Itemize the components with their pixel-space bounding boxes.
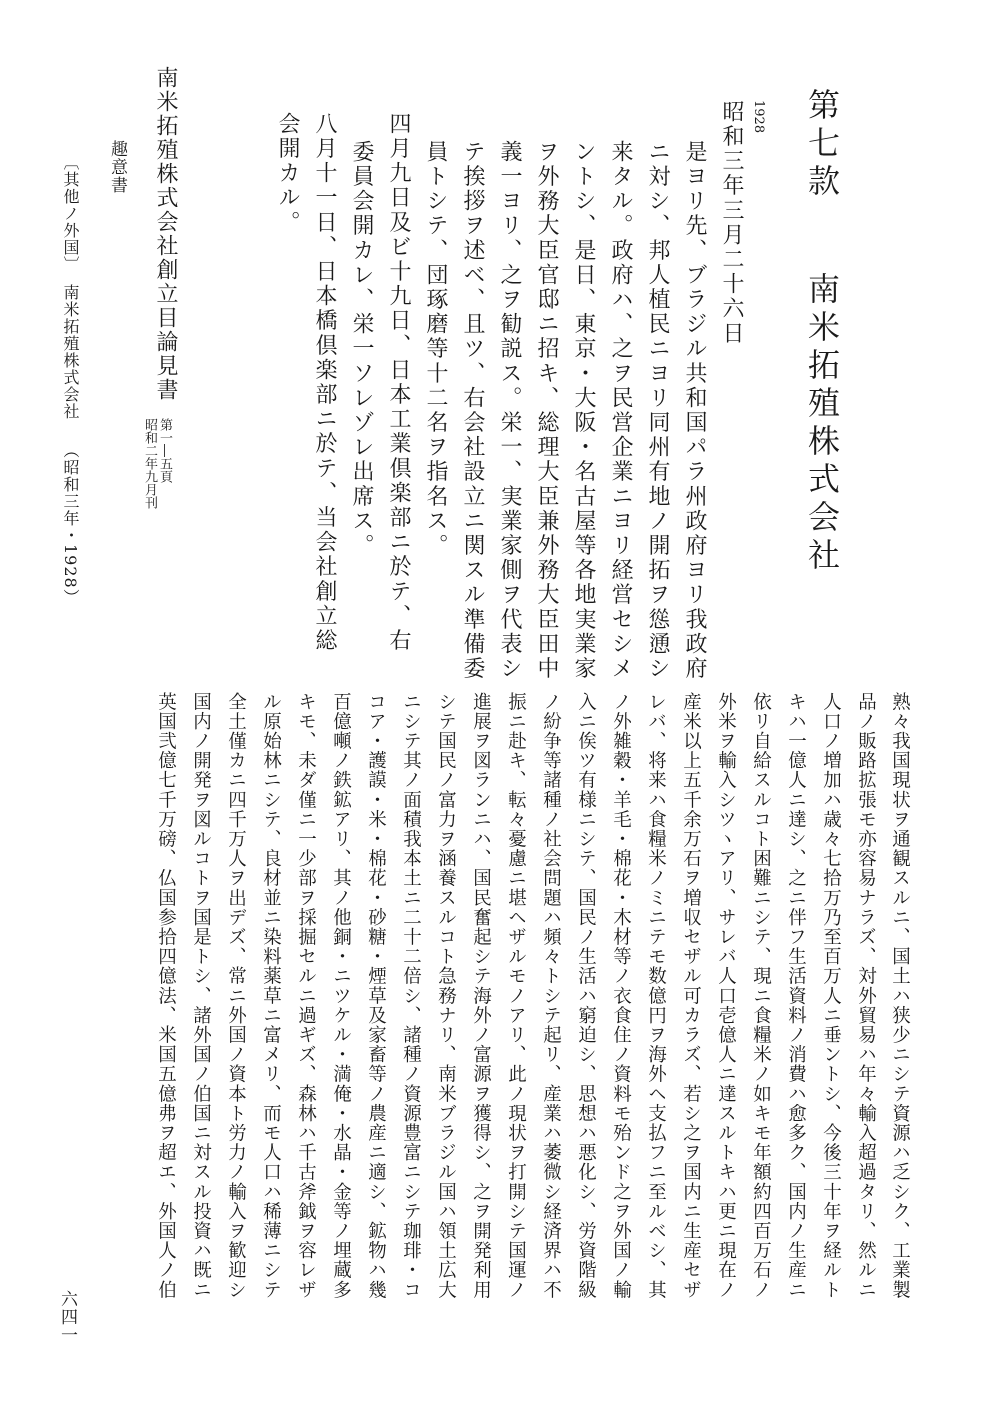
paragraph-line: ル原始林ニシテ、良材並ニ染料薬草ニ富メリ、而モ人口ハ稀薄ニシテ — [260, 692, 282, 1300]
section-number: 第七款 — [803, 88, 841, 202]
paragraph-line: 四月九日及ビ十九日、日本工業倶楽部ニ於テ、右 — [386, 112, 411, 654]
paragraph-line: コア・護謨・米・棉花・砂糖・煙草及家畜等ノ農産ニ適シ、鉱物ハ幾 — [365, 692, 387, 1300]
paragraph-line: 百億噸ノ鉄鉱アリ、其ノ他銅・ニツケル・満俺・水晶・金等ノ埋蔵多 — [330, 692, 352, 1300]
paragraph-line: ノ外雑穀・羊毛・棉花・木材等ノ衣食住ノ資料モ殆ンド之ヲ外国ノ輸 — [610, 692, 632, 1300]
source-title: 南米拓殖株式会社創立目論見書 — [153, 66, 178, 402]
paragraph-line: 産米以上五千余万石ヲ増収セザル可カラズ、若シ之ヲ国内ニ生産セザ — [680, 692, 702, 1300]
paragraph-line: ヲ外務大臣官邸ニ招キ、総理大臣兼外務大臣田中 — [534, 140, 559, 682]
paragraph-line: 振ニ赴キ、転々憂慮ニ堪ヘザルモノアリ、此ノ現状ヲ打開シテ国運ノ — [505, 692, 527, 1300]
paragraph-line: 英国弐億七千万磅、仏国参拾四億法、米国五億弗ヲ超エ、外国人ノ伯 — [155, 692, 177, 1300]
paragraph-line: 品ノ販路拡張モ亦容易ナラズ、対外貿易ハ年々輸入超過タリ、然ルニ — [855, 692, 877, 1300]
paragraph-line: 是ヨリ先、ブラジル共和国パラ州政府ヨリ我政府 — [682, 140, 707, 682]
page-number: 六四一 — [57, 1290, 77, 1344]
paragraph-line: 来タル。政府ハ、之ヲ民営企業ニヨリ経営セシメ — [608, 140, 633, 682]
paragraph-line: 国内ノ開発ヲ図ルコトヲ国是トシ、諸外国ノ伯国ニ対スル投資ハ既ニ — [190, 692, 212, 1300]
section-name: 南米拓殖株式会社 — [803, 272, 841, 576]
paragraph-line: テ挨拶ヲ述ベ、且ツ、右会社設立ニ関スル準備委 — [460, 140, 485, 682]
paragraph-line: 外米ヲ輸入シツヽアリ、サレバ人口壱億人ニ達スルトキハ更ニ現在ノ — [715, 692, 737, 1300]
paragraph-line: キハ一億人ニ達シ、之ニ伴フ生活資料ノ消費ハ愈多ク、国内ノ生産ニ — [785, 692, 807, 1300]
paragraph-line: 進展ヲ図ランニハ、国民奮起シテ海外ノ富源ヲ獲得シ、之ヲ開発利用 — [470, 692, 492, 1300]
paragraph-line: 依リ自給スルコト困難ニシテ、現ニ食糧米ノ如キモ年額約四百万石ノ — [750, 692, 772, 1300]
paragraph-line: レバ、将来ハ食糧米ノミニテモ数億円ヲ海外ヘ支払フニ至ルベシ、其 — [645, 692, 667, 1300]
paragraph-line: ントシ、是日、東京・大阪・名古屋等各地実業家 — [571, 140, 596, 682]
paragraph-line: 会開カル。 — [275, 112, 300, 235]
paragraph-line: 委員会開カレ、栄一ソレゾレ出席ス。 — [349, 140, 374, 559]
paragraph-line: 員トシテ、団琢磨等十二名ヲ指名ス。 — [423, 140, 448, 559]
western-year: 1928 — [751, 100, 766, 134]
paragraph-line: ノ紛争等諸種ノ社会問題ハ頻々トシテ起リ、産業ハ萎微シ経済界ハ不 — [540, 692, 562, 1300]
footer-company: 南米拓殖株式会社 — [61, 284, 80, 420]
date-line: 昭和三年三月二十六日 — [719, 100, 744, 346]
source-subtitle: 趣意書 — [107, 140, 127, 194]
paragraph-line: 熟々我国現状ヲ通観スルニ、国土ハ狭少ニシテ資源ハ乏シク、工業製 — [889, 692, 911, 1300]
paragraph-line: 八月十一日、日本橋倶楽部ニ於テ、当会社創立総 — [312, 112, 337, 654]
paragraph-line: 全土僅カニ四千万人ヲ出デズ、常ニ外国ノ資本ト労力ノ輸入ヲ歓迎シ — [225, 692, 247, 1300]
paragraph-line: ニ対シ、邦人植民ニヨリ同州有地ノ開拓ヲ慫慂シ — [645, 140, 670, 682]
paragraph-line: ニシテ其ノ面積我本土ニ二十二倍シ、諸種ノ資源豊富ニシテ珈琲・コ — [400, 692, 422, 1300]
footer-era: （昭和三年・1928） — [61, 442, 80, 606]
paragraph-line: シテ国民ノ富力ヲ涵養スルコト急務ナリ、南米ブラジル国ハ領土広大 — [435, 692, 457, 1300]
paragraph-line: 入ニ俟ツ有様ニシテ、国民ノ生活ハ窮迫シ、思想ハ悪化シ、労資階級 — [575, 692, 597, 1300]
source-pages: 第一―五頁 — [157, 418, 172, 483]
paragraph-line: キモ、未ダ僅ニ一少部ヲ採掘セルニ過ギズ、森林ハ千古斧鉞ヲ容レザ — [295, 692, 317, 1300]
paragraph-line: 義一ヨリ、之ヲ勧説ス。栄一、実業家側ヲ代表シ — [497, 140, 522, 682]
footer-category: 〔其他ノ外国〕 — [61, 154, 80, 273]
paragraph-line: 人口ノ増加ハ歳々七拾万乃至百万人ニ垂ントシ、今後三十年ヲ経ルト — [820, 692, 842, 1300]
source-published: 昭和二年九月刊 — [142, 418, 157, 509]
